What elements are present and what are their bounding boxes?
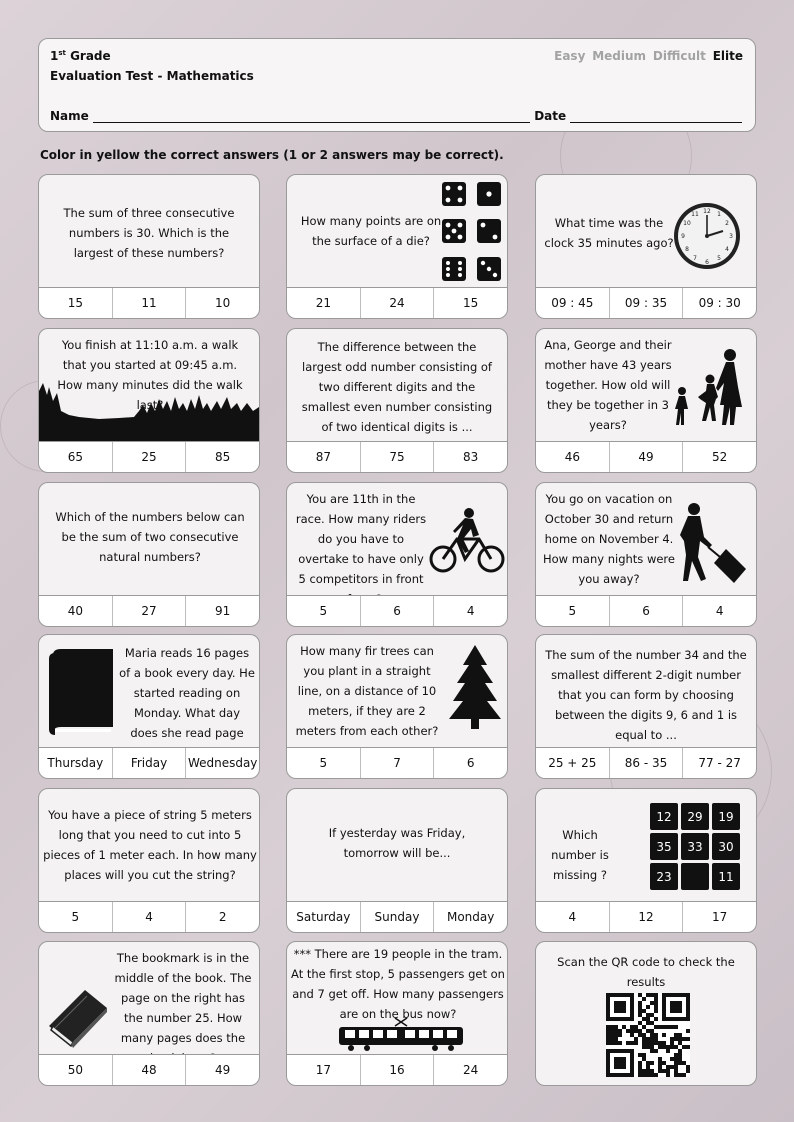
difficulty-levels [551,49,743,63]
name-label: Name [50,109,89,123]
answer-option[interactable]: 17 [287,1055,360,1085]
svg-text:3: 3 [729,233,733,240]
question-card [535,328,757,473]
dice-icon [439,179,505,285]
answer-option[interactable]: 83 [434,442,507,472]
answer-row [39,1054,259,1085]
answer-option[interactable]: Wednesday [186,748,259,778]
answer-option[interactable]: 09 : 35 [610,288,683,318]
answer-option[interactable]: 4 [536,902,609,932]
question-text: The bookmark is in the middle of the book. The page on the right has the number 25. How many pages does the [114,951,252,1045]
level-difficult: Difficult [652,49,706,63]
closed-book-icon [45,986,111,1048]
answer-option[interactable]: 6 [434,748,507,778]
answer-row [536,901,756,932]
answer-option[interactable]: 6 [610,596,683,626]
question-text: Maria reads 16 pages of a book every day. He started reading on Monday. What day does she read page [119,646,255,740]
answer-option[interactable]: 09 : 45 [536,288,609,318]
grid-cell: 23 [650,863,678,890]
answer-option[interactable]: 87 [287,442,360,472]
answer-option[interactable]: Friday [113,748,186,778]
answer-option[interactable]: 77 - 27 [683,748,756,778]
answer-option[interactable]: 49 [610,442,683,472]
svg-text:5: 5 [717,255,721,262]
question-text: The sum of the number 34 and the smallest different 2-digit number that you can form by choosing between the digits 9, 6 and 1 is equal to ... [545,648,747,742]
answer-option[interactable]: 40 [39,596,112,626]
answer-option[interactable]: 2 [186,902,259,932]
answer-option[interactable]: 52 [683,442,756,472]
question-text: You finish at 11:10 a.m. a walk that you started at 09:45 a.m. How many minutes did the walk last? [57,338,243,412]
answer-option[interactable]: 91 [186,596,259,626]
answer-option[interactable]: 5 [536,596,609,626]
svg-text:11: 11 [691,211,699,218]
answer-option[interactable]: 50 [39,1055,112,1085]
question-card [286,328,508,473]
answer-option[interactable]: 27 [113,596,186,626]
answer-row [39,595,259,626]
svg-text:10: 10 [683,220,691,227]
level-elite: Elite [712,49,743,63]
svg-text:4: 4 [725,246,729,253]
grid-cell: 30 [712,833,740,860]
answer-row [287,441,507,472]
svg-text:6: 6 [705,259,709,266]
answer-option[interactable]: 85 [186,442,259,472]
grid-cell: 12 [650,803,678,830]
question-text: How many points are on the surface of a die? [300,214,442,248]
question-card [38,788,260,933]
answer-option[interactable]: 15 [434,288,507,318]
date-field[interactable] [570,110,742,123]
answer-option[interactable]: 25 [113,442,186,472]
number-grid [650,803,740,890]
svg-text:9: 9 [681,233,685,240]
worksheet-header [38,38,756,132]
answer-option[interactable]: 25 + 25 [536,748,609,778]
grid-cell: 19 [712,803,740,830]
qr-instruction: Scan the QR code to check the results [557,955,735,989]
question-text: You have a piece of string 5 meters long that you need to cut into 5 pieces of 1 meter each. In how many places will you cut the string? [43,808,257,882]
svg-text:12: 12 [703,208,711,215]
answer-option[interactable]: 49 [186,1055,259,1085]
question-text: What time was the clock 35 minutes ago? [544,216,674,250]
answer-option[interactable]: 5 [39,902,112,932]
book-icon [47,649,117,735]
question-card [535,634,757,779]
answer-row [536,747,756,778]
answer-option[interactable]: Saturday [287,902,360,932]
answer-row [287,1054,507,1085]
family-icon [672,347,752,429]
answer-option[interactable]: 4 [434,596,507,626]
answer-option[interactable]: 4 [113,902,186,932]
answer-option[interactable]: 15 [39,288,112,318]
answer-option[interactable]: 48 [113,1055,186,1085]
question-card [286,941,508,1086]
question-card [286,788,508,933]
test-title: Evaluation Test - Mathematics [50,69,254,83]
traveler-icon [678,501,752,583]
grid-cell: 33 [681,833,709,860]
grid-cell: 11 [712,863,740,890]
answer-option[interactable]: 5 [287,596,360,626]
question-card [38,328,260,473]
question-card [535,788,757,933]
forest-icon [39,381,259,441]
answer-option[interactable]: 24 [361,288,434,318]
question-text: Which of the numbers below can be the sum of two consecutive natural numbers? [55,510,245,564]
answer-row [287,595,507,626]
question-card [38,482,260,627]
answer-option[interactable]: 6 [361,596,434,626]
svg-text:1: 1 [717,211,721,218]
grade-label: 1st Grade [50,49,111,63]
question-card [535,482,757,627]
svg-text:7: 7 [693,255,697,262]
question-card [38,634,260,779]
svg-text:2: 2 [725,220,729,227]
answer-option[interactable]: Monday [434,902,507,932]
question-card [286,174,508,319]
date-label: Date [534,109,567,123]
answer-option[interactable]: 12 [610,902,683,932]
question-text: The sum of three consecutive numbers is 30. Which is the largest of these numbers? [63,206,235,260]
answer-row [39,901,259,932]
answer-row [536,287,756,318]
question-text: Which number is missing ? [551,828,609,882]
question-text: You go on vacation on October 30 and return home on November 4. How many nights were you away? [542,492,675,586]
answer-option[interactable]: 21 [287,288,360,318]
answer-option[interactable]: 17 [683,902,756,932]
qr-card [535,941,757,1086]
tram-icon [337,1018,465,1052]
level-medium: Medium [592,49,647,63]
answer-option[interactable]: 7 [361,748,434,778]
answer-option[interactable]: 16 [361,1055,434,1085]
level-easy: Easy [554,49,586,63]
question-card [38,941,260,1086]
svg-text:8: 8 [685,246,689,253]
grid-cell: 35 [650,833,678,860]
question-card [286,634,508,779]
answer-row [39,747,259,778]
answer-option[interactable]: 10 [186,288,259,318]
cyclist-icon [429,507,505,575]
answer-option[interactable]: 24 [434,1055,507,1085]
question-card [286,482,508,627]
answer-option[interactable]: Thursday [39,748,112,778]
answer-option[interactable]: 65 [39,442,112,472]
answer-row [287,901,507,932]
name-date-row [50,109,746,123]
qr-code-icon[interactable] [606,993,690,1077]
grid-cell-missing [681,863,709,890]
answer-row [39,441,259,472]
answer-option[interactable]: 4 [683,596,756,626]
answer-row [536,441,756,472]
question-text: If yesterday was Friday, tomorrow will be... [328,826,466,860]
answer-option[interactable]: 86 - 35 [610,748,683,778]
question-text: *** There are 19 people in the tram. At the first stop, 5 passengers get on and 7 get off. How many passengers are on the bus now? [291,947,505,1021]
question-card [38,174,260,319]
fir-tree-icon [447,645,503,729]
instruction: Color in yellow the correct answers (1 or 2 answers may be correct). [40,148,504,162]
question-text: You are 11th in the race. How many riders do you have to overtake to have only 5 competitors in front [295,492,427,586]
question-text: The difference between the largest odd number consisting of two different digits and the smallest even number consisting of two identical digits is ... [301,340,493,434]
answer-option[interactable]: 09 : 30 [683,288,756,318]
answer-row [39,287,259,318]
question-text: Ana, George and their mother have 43 years together. How old will they be together in 3 years? [544,338,672,432]
grid-cell: 29 [681,803,709,830]
clock-icon [672,201,742,271]
answer-option[interactable]: 5 [287,748,360,778]
question-text: How many fir trees can you plant in a straight line, on a distance of 10 meters, if they are 2 meters from each other? [295,644,439,738]
answer-option[interactable]: 75 [361,442,434,472]
answer-option[interactable]: 11 [113,288,186,318]
answer-row [287,747,507,778]
question-card [535,174,757,319]
answer-option[interactable]: Sunday [361,902,434,932]
answer-row [536,595,756,626]
name-field[interactable] [93,110,530,123]
answer-option[interactable]: 46 [536,442,609,472]
answer-row [287,287,507,318]
